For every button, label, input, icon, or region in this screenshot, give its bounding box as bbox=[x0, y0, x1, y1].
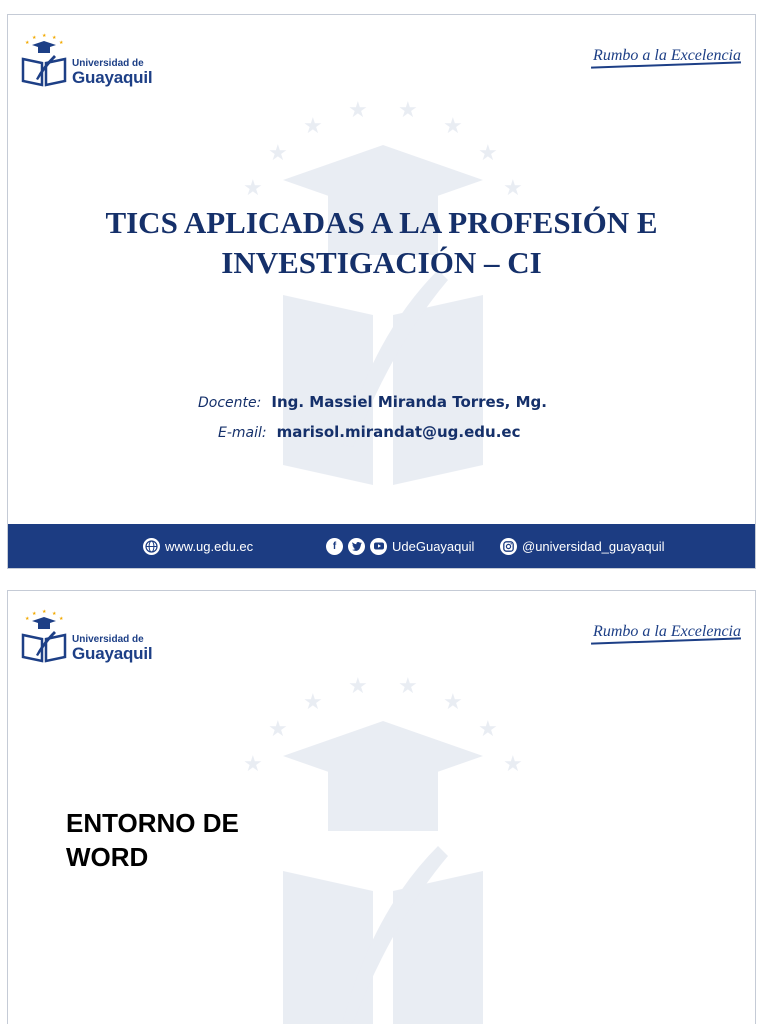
docente-row bbox=[198, 393, 547, 411]
svg-text:★: ★ bbox=[348, 674, 368, 699]
svg-text:★: ★ bbox=[268, 717, 288, 742]
docente-label: Docente: bbox=[198, 395, 262, 411]
email-value[interactable]: marisol.mirandat@ug.edu.ec bbox=[276, 423, 521, 441]
section-title-line-1: ENTORNO DE bbox=[66, 808, 239, 838]
svg-text:★: ★ bbox=[443, 690, 463, 715]
svg-text:★: ★ bbox=[303, 690, 323, 715]
university-logo-icon bbox=[20, 609, 68, 665]
email-label: E-mail: bbox=[218, 425, 267, 441]
slide-1 bbox=[7, 14, 756, 569]
footer-website[interactable] bbox=[143, 524, 253, 568]
slide-title bbox=[38, 203, 725, 283]
svg-text:★: ★ bbox=[32, 611, 37, 617]
motto bbox=[591, 47, 741, 66]
title-line-1: TICS APLICADAS A LA PROFESIÓN E bbox=[105, 205, 658, 240]
svg-text:★: ★ bbox=[25, 40, 30, 46]
motto bbox=[591, 623, 741, 642]
svg-text:★: ★ bbox=[478, 717, 498, 742]
university-logo[interactable] bbox=[20, 609, 160, 669]
section-title bbox=[66, 806, 326, 874]
svg-text:★: ★ bbox=[42, 33, 47, 39]
svg-text:★: ★ bbox=[59, 40, 64, 46]
logo-line-1: Universidad de bbox=[72, 58, 144, 69]
website-text: www.ug.edu.ec bbox=[165, 538, 254, 554]
section-title-line-2: WORD bbox=[66, 842, 149, 872]
twitter-icon[interactable] bbox=[348, 538, 365, 555]
university-logo[interactable] bbox=[20, 33, 160, 93]
svg-text:★: ★ bbox=[303, 114, 323, 139]
motto-text: Rumbo a la Excelencia bbox=[593, 623, 741, 640]
footer-bar bbox=[8, 524, 755, 568]
svg-text:★: ★ bbox=[52, 35, 57, 41]
title-line-2: INVESTIGACIÓN – CI bbox=[221, 245, 542, 280]
svg-text:★: ★ bbox=[42, 609, 47, 615]
svg-text:★: ★ bbox=[52, 611, 57, 617]
svg-text:★: ★ bbox=[398, 674, 418, 699]
docente-value: Ing. Massiel Miranda Torres, Mg. bbox=[271, 393, 547, 411]
logo-line-2: Guayaquil bbox=[72, 644, 153, 663]
ug-watermark-icon bbox=[223, 85, 543, 505]
svg-text:★: ★ bbox=[32, 35, 37, 41]
email-row bbox=[218, 423, 520, 441]
svg-text:★: ★ bbox=[443, 114, 463, 139]
svg-text:★: ★ bbox=[348, 98, 368, 123]
svg-text:★: ★ bbox=[25, 616, 30, 622]
svg-text:★: ★ bbox=[503, 176, 523, 201]
svg-text:★: ★ bbox=[243, 752, 263, 777]
motto-text: Rumbo a la Excelencia bbox=[593, 47, 741, 64]
social-handle-text: UdeGuayaquil bbox=[392, 538, 475, 554]
slide-2 bbox=[7, 590, 756, 1024]
footer-social[interactable] bbox=[326, 524, 474, 568]
svg-text:★: ★ bbox=[268, 141, 288, 166]
svg-text:★: ★ bbox=[243, 176, 263, 201]
globe-icon bbox=[143, 538, 160, 555]
footer-instagram[interactable] bbox=[500, 524, 665, 568]
youtube-icon[interactable] bbox=[370, 538, 387, 555]
facebook-icon[interactable]: f bbox=[326, 538, 343, 555]
logo-line-1: Universidad de bbox=[72, 634, 144, 645]
logo-line-2: Guayaquil bbox=[72, 68, 153, 87]
university-logo-icon bbox=[20, 33, 68, 89]
svg-text:★: ★ bbox=[478, 141, 498, 166]
svg-text:★: ★ bbox=[503, 752, 523, 777]
instagram-text: @universidad_guayaquil bbox=[522, 538, 665, 554]
svg-text:★: ★ bbox=[398, 98, 418, 123]
instagram-icon bbox=[500, 538, 517, 555]
svg-text:★: ★ bbox=[59, 616, 64, 622]
